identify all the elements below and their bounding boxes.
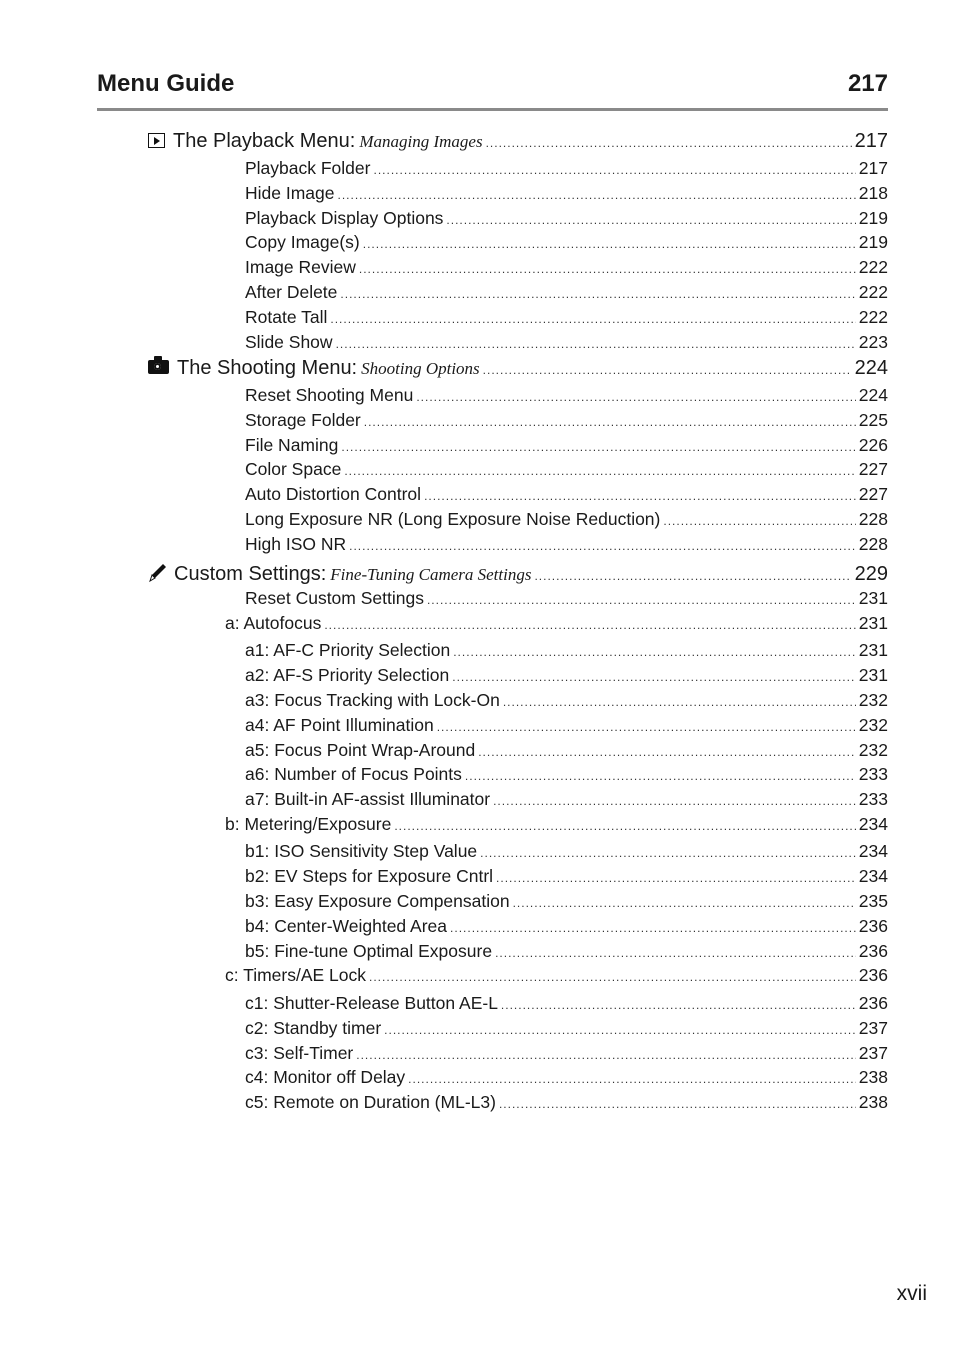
entry-label <box>245 587 424 609</box>
entry-page-number: 229 <box>854 563 888 585</box>
entry-label <box>245 508 660 530</box>
dot-leader <box>427 589 856 611</box>
entry-page-number: 234 <box>858 866 888 887</box>
dot-leader <box>499 1093 856 1115</box>
entry-page-number: 233 <box>858 764 888 785</box>
entry-label <box>148 558 531 588</box>
dot-leader <box>453 641 856 663</box>
toc-entry[interactable] <box>245 434 888 458</box>
entry-page-number: 219 <box>858 232 888 253</box>
entry-page-number: 223 <box>858 331 888 352</box>
entry-page-number: 238 <box>858 1092 888 1113</box>
dot-leader <box>373 159 855 181</box>
entry-label <box>245 992 498 1014</box>
entry-title: The Shooting Menu: <box>177 357 358 379</box>
entry-page-number: 237 <box>858 1017 888 1038</box>
entry-title: Long Exposure NR (Long Exposure Noise Reduction) <box>245 509 661 529</box>
dot-leader <box>330 308 855 330</box>
entry-title: b2: EV Steps for Exposure Cntrl <box>245 866 494 887</box>
toc-section-heading[interactable] <box>148 558 888 589</box>
toc-group-entry[interactable] <box>225 612 888 636</box>
page-header <box>97 68 888 111</box>
entry-page-number: 217 <box>858 158 888 178</box>
entry-label <box>245 483 421 505</box>
toc-entry[interactable] <box>245 714 888 738</box>
entry-label <box>245 331 333 353</box>
entry-page-number: 231 <box>858 588 888 608</box>
entry-label <box>245 664 449 686</box>
entry-label <box>245 434 338 456</box>
dot-leader <box>363 233 856 255</box>
toc-entry[interactable] <box>245 157 888 181</box>
toc-entry[interactable] <box>245 689 888 713</box>
dot-leader <box>663 510 855 532</box>
toc-entry[interactable] <box>245 763 888 787</box>
toc-entry[interactable] <box>245 1042 888 1066</box>
entry-label <box>245 409 361 431</box>
dot-leader <box>424 485 856 507</box>
entry-title: Slide Show <box>245 331 333 352</box>
entry-label <box>245 533 346 555</box>
entry-title: Playback Display Options <box>245 207 444 228</box>
entry-title: c5: Remote on Duration (ML-L3) <box>245 1092 496 1113</box>
dot-leader <box>340 283 855 305</box>
entry-label <box>245 1017 381 1039</box>
toc-section-heading[interactable] <box>148 355 888 383</box>
entry-page-number: 232 <box>858 739 888 760</box>
toc-entry[interactable] <box>245 940 888 964</box>
entry-page-number: 224 <box>854 357 888 379</box>
entry-label <box>245 788 490 810</box>
entry-label <box>245 207 443 229</box>
dot-leader <box>384 1019 856 1041</box>
dot-leader <box>356 1044 856 1066</box>
entry-title: a4: AF Point Illumination <box>245 714 434 735</box>
entry-title: c1: Shutter-Release Button AE-L <box>245 992 498 1013</box>
entry-title: Custom Settings: <box>174 563 327 585</box>
pencil-icon <box>148 561 168 583</box>
dot-leader <box>486 130 852 156</box>
entry-title: a3: Focus Tracking with Lock-On <box>245 689 500 710</box>
entry-label <box>148 128 483 155</box>
entry-page-number: 228 <box>858 533 888 554</box>
entry-label <box>245 157 370 179</box>
entry-title: Color Space <box>245 459 342 480</box>
entry-title: Reset Shooting Menu <box>245 385 414 405</box>
toc-entry[interactable] <box>245 788 888 812</box>
toc-entry[interactable] <box>245 1017 888 1041</box>
toc-entry[interactable] <box>245 231 888 255</box>
dot-leader <box>452 666 856 688</box>
entry-label <box>225 964 366 986</box>
dot-leader <box>493 790 856 812</box>
dot-leader <box>513 892 856 914</box>
entry-page-number: 238 <box>858 1067 888 1088</box>
entry-label <box>245 1042 353 1064</box>
entry-label <box>245 739 475 761</box>
entry-label <box>225 612 321 634</box>
entry-label <box>245 763 462 785</box>
entry-label <box>245 940 492 962</box>
entry-label <box>245 384 413 406</box>
dot-leader <box>344 460 855 482</box>
entry-page-number: 217 <box>854 130 888 152</box>
entry-title: a6: Number of Focus Points <box>245 764 462 785</box>
toc-entry[interactable] <box>245 890 888 914</box>
entry-label <box>245 639 450 661</box>
toc-entry[interactable] <box>245 207 888 231</box>
toc-entry[interactable] <box>245 915 888 939</box>
dot-leader <box>446 209 855 231</box>
entry-label <box>245 890 510 912</box>
entry-title: Copy Image(s) <box>245 232 360 253</box>
entry-page-number: 236 <box>858 992 888 1013</box>
dot-leader <box>503 691 856 713</box>
entry-label <box>245 1066 405 1088</box>
entry-label <box>245 458 341 480</box>
entry-label <box>245 689 500 711</box>
entry-label <box>245 915 447 937</box>
entry-page-number: 234 <box>858 813 888 834</box>
entry-page-number: 222 <box>858 306 888 327</box>
entry-page-number: 236 <box>858 915 888 936</box>
entry-label <box>245 256 356 278</box>
entry-page-number: 222 <box>858 257 888 278</box>
entry-page-number: 233 <box>858 789 888 810</box>
entry-label <box>245 231 360 253</box>
dot-leader <box>394 815 855 837</box>
entry-page-number: 236 <box>858 940 888 961</box>
toc-entry[interactable] <box>245 1066 888 1090</box>
entry-page-number: 225 <box>858 409 888 430</box>
entry-page-number: 228 <box>858 509 888 529</box>
header-page-number: 217 <box>847 70 888 97</box>
dot-leader <box>465 765 856 787</box>
toc-entry[interactable] <box>245 306 888 330</box>
toc-entry[interactable] <box>245 639 888 663</box>
dot-leader <box>408 1068 856 1090</box>
entry-title: Reset Custom Settings <box>245 588 424 608</box>
entry-title: a5: Focus Point Wrap-Around <box>245 739 476 760</box>
dot-leader <box>496 867 856 889</box>
entry-page-number: 219 <box>858 207 888 228</box>
entry-label <box>148 355 480 382</box>
toc-section-heading[interactable] <box>148 128 888 156</box>
playback-icon <box>148 133 165 148</box>
entry-title: Auto Distortion Control <box>245 484 422 505</box>
dot-leader <box>495 942 856 964</box>
entry-title: After Delete <box>245 282 338 302</box>
toc-entry[interactable] <box>245 256 888 280</box>
entry-page-number: 227 <box>858 459 888 480</box>
entry-title: File Naming <box>245 434 339 455</box>
entry-page-number: 218 <box>858 182 888 203</box>
toc-entry[interactable] <box>245 533 888 557</box>
entry-title: b4: Center-Weighted Area <box>245 915 448 936</box>
toc-entry[interactable] <box>245 587 888 611</box>
entry-title: c2: Standby timer <box>245 1017 382 1038</box>
entry-page-number: 235 <box>858 891 888 911</box>
dot-leader <box>437 716 856 738</box>
dot-leader <box>338 184 856 206</box>
dot-leader <box>369 966 856 988</box>
entry-label <box>245 1091 496 1113</box>
entry-title: a7: Built-in AF-assist Illuminator <box>245 789 491 810</box>
dot-leader <box>359 258 856 280</box>
dot-leader <box>450 917 856 939</box>
dot-leader <box>341 436 855 458</box>
dot-leader <box>534 563 851 589</box>
entry-label <box>245 840 477 862</box>
toc-entry[interactable] <box>245 992 888 1016</box>
toc-entry[interactable] <box>245 483 888 507</box>
toc-entry[interactable] <box>245 840 888 864</box>
entry-page-number: 222 <box>858 282 888 302</box>
entry-title: b3: Easy Exposure Compensation <box>245 891 510 911</box>
entry-title: c3: Self-Timer <box>245 1042 354 1063</box>
entry-title: The Playback Menu: <box>173 130 356 152</box>
entry-page-number: 234 <box>858 841 888 862</box>
entry-page-number: 237 <box>858 1042 888 1063</box>
toc-entry[interactable] <box>245 458 888 482</box>
entry-title: Image Review <box>245 257 356 278</box>
dot-leader <box>349 535 856 557</box>
entry-title: b: Metering/Exposure <box>225 813 392 834</box>
dot-leader <box>324 614 855 636</box>
entry-label <box>225 813 391 835</box>
dot-leader <box>416 386 855 408</box>
dot-leader <box>364 411 856 433</box>
dot-leader <box>480 842 856 864</box>
toc-entry[interactable] <box>245 508 888 532</box>
page-title: Menu Guide <box>97 70 235 97</box>
toc-entry[interactable] <box>245 865 888 889</box>
dot-leader <box>478 741 856 763</box>
entry-label <box>245 182 335 204</box>
entry-label <box>245 281 337 303</box>
toc-entry[interactable] <box>245 182 888 206</box>
entry-subtitle: Fine-Tuning Camera Settings <box>330 565 532 584</box>
entry-page-number: 231 <box>858 612 888 633</box>
entry-title: Playback Folder <box>245 158 371 178</box>
entry-title: a2: AF-S Priority Selection <box>245 665 450 686</box>
entry-title: Storage Folder <box>245 409 361 430</box>
toc-entry[interactable] <box>245 331 888 355</box>
entry-title: Rotate Tall <box>245 306 328 327</box>
toc-entry[interactable] <box>245 384 888 408</box>
entry-page-number: 227 <box>858 484 888 505</box>
entry-title: a: Autofocus <box>225 612 322 633</box>
entry-subtitle: Shooting Options <box>361 359 480 378</box>
dot-leader <box>483 357 852 383</box>
toc-group-entry[interactable] <box>225 964 888 988</box>
entry-title: a1: AF-C Priority Selection <box>245 640 451 661</box>
entry-title: b5: Fine-tune Optimal Exposure <box>245 940 493 961</box>
entry-page-number: 231 <box>858 640 888 661</box>
entry-title: High ISO NR <box>245 533 347 554</box>
toc-entry[interactable] <box>245 739 888 763</box>
toc-entry[interactable] <box>245 1091 888 1115</box>
entry-label <box>245 714 434 736</box>
entry-label <box>245 306 327 328</box>
dot-leader <box>501 994 856 1016</box>
entry-page-number: 231 <box>858 665 888 686</box>
footer-page-number: xvii <box>896 1282 927 1305</box>
entry-page-number: 226 <box>858 434 888 455</box>
entry-title: b1: ISO Sensitivity Step Value <box>245 841 478 862</box>
entry-page-number: 232 <box>858 689 888 710</box>
toc-entry[interactable] <box>245 664 888 688</box>
entry-label <box>245 865 493 887</box>
entry-subtitle: Managing Images <box>359 132 483 151</box>
entry-page-number: 224 <box>858 385 888 405</box>
entry-page-number: 232 <box>858 714 888 735</box>
toc-group-entry[interactable] <box>225 813 888 837</box>
dot-leader <box>336 333 856 355</box>
entry-title: c4: Monitor off Delay <box>245 1067 406 1088</box>
entry-title: Hide Image <box>245 182 335 203</box>
entry-page-number: 236 <box>858 965 888 986</box>
toc-entry[interactable] <box>245 281 888 305</box>
camera-icon <box>148 360 169 374</box>
toc-entry[interactable] <box>245 409 888 433</box>
entry-title: c: Timers/AE Lock <box>225 965 367 986</box>
